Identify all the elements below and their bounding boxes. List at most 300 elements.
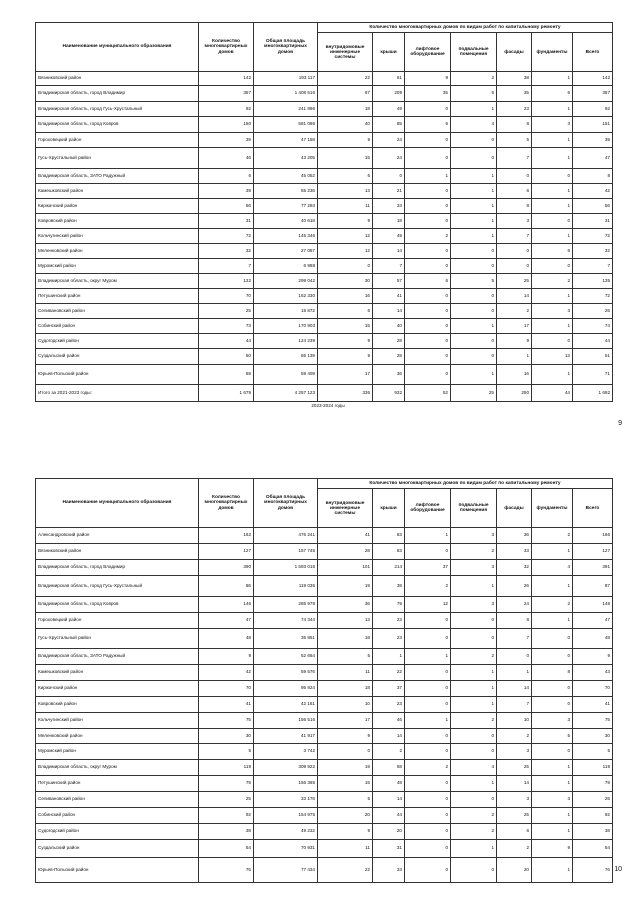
value-cell: 1 xyxy=(451,681,497,697)
value-cell: 119 xyxy=(199,760,254,776)
value-cell: 145 346 xyxy=(254,229,318,244)
value-cell: 40 xyxy=(373,319,405,334)
value-cell: 1 xyxy=(497,665,532,681)
municipality-cell: Гороховецкий район xyxy=(36,133,199,148)
value-cell: 48 xyxy=(199,629,254,649)
value-cell: 2 xyxy=(532,528,573,544)
value-cell: 0 xyxy=(318,259,373,274)
value-cell: 1 xyxy=(451,665,497,681)
municipality-cell: Владимирская область, город Гусь-Хрустальный xyxy=(36,576,199,597)
value-cell: 0 xyxy=(405,808,451,824)
value-cell: 74 344 xyxy=(254,613,318,629)
value-cell: 25 xyxy=(497,274,532,289)
value-cell: 3 742 xyxy=(254,744,318,760)
value-cell: 0 xyxy=(405,184,451,199)
value-cell: 51 xyxy=(573,349,613,365)
value-cell: 0 xyxy=(405,840,451,858)
value-cell: 75 xyxy=(573,713,613,729)
value-cell: 0 xyxy=(451,148,497,169)
value-cell: 0 xyxy=(451,792,497,808)
value-cell: 2 xyxy=(405,229,451,244)
table-row xyxy=(36,365,613,385)
municipality-cell: Ковровский район xyxy=(36,697,199,713)
value-cell: 14 xyxy=(497,681,532,697)
value-cell: 1 xyxy=(532,544,573,560)
value-cell: 6 xyxy=(199,169,254,184)
value-cell: 0 xyxy=(451,613,497,629)
municipality-cell: Селивановский район xyxy=(36,304,199,319)
municipality-cell: Юрьев-Польский район xyxy=(36,858,199,883)
value-cell: 54 xyxy=(573,840,613,858)
header-w4: подвальные помещения xyxy=(451,489,497,528)
value-cell: 18 xyxy=(373,214,405,229)
value-cell: 1 xyxy=(405,528,451,544)
value-cell: 148 xyxy=(573,597,613,613)
value-cell: 2 xyxy=(451,649,497,665)
value-cell: 83 xyxy=(373,544,405,560)
value-cell: 0 xyxy=(497,259,532,274)
value-cell: 35 xyxy=(497,86,532,102)
value-cell: 162 330 xyxy=(254,289,318,304)
value-cell: 1 xyxy=(451,840,497,858)
value-cell: 72 xyxy=(573,229,613,244)
value-cell: 22 xyxy=(318,72,373,86)
value-cell: 0 xyxy=(451,349,497,365)
value-cell: 476 241 xyxy=(254,528,318,544)
header-w1: внутридомовые инженерные системы xyxy=(318,33,373,72)
value-cell: 7 xyxy=(497,148,532,169)
value-cell: 0 xyxy=(532,629,573,649)
table-row xyxy=(36,744,613,760)
value-cell: 50 xyxy=(199,349,254,365)
table-row xyxy=(36,274,613,289)
value-cell: 39 xyxy=(199,133,254,148)
value-cell: 1 692 xyxy=(573,385,613,402)
value-cell: 14 xyxy=(373,792,405,808)
value-cell: 59 409 xyxy=(254,365,318,385)
value-cell: 3 xyxy=(497,792,532,808)
value-cell: 49 xyxy=(373,102,405,117)
value-cell: 25 xyxy=(573,792,613,808)
value-cell: 150 xyxy=(199,117,254,133)
value-cell: 0 xyxy=(405,349,451,365)
value-cell: 70 xyxy=(199,681,254,697)
value-cell: 4 xyxy=(532,560,573,576)
value-cell: 250 xyxy=(497,385,532,402)
header-name: Наименование муниципального образования xyxy=(36,23,199,72)
value-cell: 162 xyxy=(199,528,254,544)
value-cell: 5 xyxy=(451,86,497,102)
header-count: Количество многоквартирных домов xyxy=(199,23,254,72)
value-cell: 0 xyxy=(373,169,405,184)
header-group: Количество многоквартирных домов по видам работ по капитальному ремонту xyxy=(318,23,613,33)
value-cell: 309 922 xyxy=(254,760,318,776)
value-cell: 48 xyxy=(573,629,613,649)
works-table-2023-2024 xyxy=(35,478,613,883)
value-cell: 1 xyxy=(532,613,573,629)
value-cell: 2 xyxy=(451,544,497,560)
value-cell: 0 xyxy=(318,744,373,760)
table-row xyxy=(36,72,613,86)
value-cell: 193 117 xyxy=(254,72,318,86)
table-row xyxy=(36,102,613,117)
value-cell: 0 xyxy=(405,133,451,148)
value-cell: 7 xyxy=(573,259,613,274)
value-cell: 23 xyxy=(373,697,405,713)
value-cell: 0 xyxy=(405,244,451,259)
value-cell: 391 xyxy=(573,560,613,576)
value-cell: 1 xyxy=(451,697,497,713)
value-cell: 581 086 xyxy=(254,117,318,133)
value-cell: 44 xyxy=(199,334,254,349)
value-cell: 87 xyxy=(573,576,613,597)
value-cell: 76 xyxy=(199,858,254,883)
value-cell: 0 xyxy=(451,289,497,304)
period-note: 2023-2024 годы xyxy=(311,403,345,408)
value-cell: 6 xyxy=(318,304,373,319)
table-row xyxy=(36,86,613,102)
value-cell: 5 xyxy=(318,649,373,665)
value-cell: 0 xyxy=(451,133,497,148)
value-cell: 124 239 xyxy=(254,334,318,349)
value-cell: 37 xyxy=(373,681,405,697)
table-row xyxy=(36,560,613,576)
value-cell: 1 679 xyxy=(199,385,254,402)
value-cell: 214 xyxy=(373,560,405,576)
value-cell: 0 xyxy=(532,744,573,760)
total-row xyxy=(36,385,613,402)
value-cell: 41 xyxy=(373,289,405,304)
value-cell: 47 158 xyxy=(254,133,318,148)
value-cell: 23 xyxy=(373,629,405,649)
value-cell: 0 xyxy=(451,629,497,649)
value-cell: 932 xyxy=(373,385,405,402)
value-cell: 35 851 xyxy=(254,629,318,649)
municipality-cell: Владимирская область, город Ковров xyxy=(36,597,199,613)
value-cell: 92 xyxy=(573,808,613,824)
value-cell: 28 xyxy=(373,334,405,349)
value-cell: 25 xyxy=(573,304,613,319)
value-cell: 36 xyxy=(318,597,373,613)
value-cell: 19 xyxy=(318,760,373,776)
value-cell: 13 xyxy=(318,184,373,199)
value-cell: 209 xyxy=(373,86,405,102)
value-cell: 32 xyxy=(497,560,532,576)
table-row xyxy=(36,544,613,560)
value-cell: 6 xyxy=(532,244,573,259)
value-cell: 25 xyxy=(451,385,497,402)
value-cell: 27 087 xyxy=(254,244,318,259)
header-name: Наименование муниципального образования xyxy=(36,479,199,528)
table-row xyxy=(36,713,613,729)
header-count: Количество многоквартирных домов xyxy=(199,479,254,528)
value-cell: 1 593 016 xyxy=(254,560,318,576)
value-cell: 1 xyxy=(532,199,573,214)
value-cell: 20 xyxy=(373,824,405,840)
municipality-cell: Гусь-Хрустальный район xyxy=(36,629,199,649)
value-cell: 1 xyxy=(532,576,573,597)
value-cell: 69 xyxy=(199,365,254,385)
value-cell: 49 xyxy=(373,229,405,244)
value-cell: 0 xyxy=(405,334,451,349)
value-cell: 6 xyxy=(318,169,373,184)
municipality-cell: Владимирская область, округ Муром xyxy=(36,274,199,289)
value-cell: 7 xyxy=(497,697,532,713)
value-cell: 1 xyxy=(451,776,497,792)
value-cell: 67 xyxy=(318,86,373,102)
municipality-cell: Владимирская область, город Ковров xyxy=(36,117,199,133)
table-row xyxy=(36,729,613,744)
value-cell: 2 xyxy=(532,597,573,613)
header-w2: крыши xyxy=(373,33,405,72)
header-w6: фундаменты xyxy=(532,33,573,72)
value-cell: 6 xyxy=(497,184,532,199)
municipality-cell: Муромский район xyxy=(36,259,199,274)
value-cell: 79 xyxy=(373,597,405,613)
value-cell: 68 xyxy=(373,760,405,776)
table-row xyxy=(36,199,613,214)
value-cell: 49 232 xyxy=(254,824,318,840)
value-cell: 1 xyxy=(451,229,497,244)
value-cell: 8 xyxy=(573,169,613,184)
value-cell: 57 xyxy=(373,274,405,289)
value-cell: 0 xyxy=(405,365,451,385)
value-cell: 20 xyxy=(318,808,373,824)
value-cell: 40 618 xyxy=(254,214,318,229)
municipality-cell: Киржачский район xyxy=(36,199,199,214)
value-cell: 0 xyxy=(532,214,573,229)
value-cell: 1 xyxy=(405,169,451,184)
works-table-2021-2023 xyxy=(35,22,613,402)
value-cell: 17 xyxy=(318,365,373,385)
header-w7: Всего xyxy=(573,33,613,72)
value-cell: 86 xyxy=(199,576,254,597)
value-cell: 0 xyxy=(532,169,573,184)
value-cell: 55 236 xyxy=(254,184,318,199)
value-cell: 32 xyxy=(199,244,254,259)
value-cell: 7 xyxy=(373,259,405,274)
value-cell: 0 xyxy=(405,681,451,697)
value-cell: 1 xyxy=(451,199,497,214)
municipality-cell: Владимирская область, город Владимир xyxy=(36,86,199,102)
value-cell: 154 975 xyxy=(254,808,318,824)
value-cell: 0 xyxy=(405,729,451,744)
value-cell: 47 xyxy=(573,148,613,169)
header-group: Количество многоквартирных домов по видам работ по капитальному ремонту xyxy=(318,479,613,489)
value-cell: 4 xyxy=(451,760,497,776)
value-cell: 0 xyxy=(532,259,573,274)
table-row xyxy=(36,697,613,713)
value-cell: 44 xyxy=(373,808,405,824)
value-cell: 2 xyxy=(405,760,451,776)
table-row xyxy=(36,304,613,319)
value-cell: 1 xyxy=(373,649,405,665)
page-number: 10 xyxy=(614,866,622,873)
value-cell: 0 xyxy=(405,319,451,334)
value-cell: 1 xyxy=(532,858,573,883)
value-cell: 285 978 xyxy=(254,597,318,613)
value-cell: 0 xyxy=(532,697,573,713)
value-cell: 5 xyxy=(497,133,532,148)
value-cell: 25 xyxy=(497,808,532,824)
page-number: 9 xyxy=(618,420,622,427)
municipality-cell: Камешковский район xyxy=(36,665,199,681)
value-cell: 357 xyxy=(573,86,613,102)
header-w4: подвальные помещения xyxy=(451,33,497,72)
value-cell: 0 xyxy=(405,776,451,792)
value-cell: 1 xyxy=(532,102,573,117)
value-cell: 9 xyxy=(318,349,373,365)
value-cell: 0 xyxy=(405,102,451,117)
value-cell: 0 xyxy=(532,681,573,697)
value-cell: 3 xyxy=(532,117,573,133)
header-w5: фасады xyxy=(497,33,532,72)
value-cell: 1 xyxy=(451,319,497,334)
value-cell: 2 xyxy=(451,824,497,840)
value-cell: 170 903 xyxy=(254,319,318,334)
table-row xyxy=(36,858,613,883)
value-cell: 72 xyxy=(199,229,254,244)
value-cell: 18 xyxy=(318,629,373,649)
value-cell: 18 xyxy=(318,681,373,697)
header-w3: лифтовое оборудование xyxy=(405,33,451,72)
value-cell: 36 xyxy=(373,365,405,385)
table-row xyxy=(36,244,613,259)
value-cell: 28 xyxy=(373,349,405,365)
header-area: Общая площадь многоквартирных домов xyxy=(254,479,318,528)
value-cell: 7 xyxy=(497,629,532,649)
value-cell: 56 xyxy=(199,199,254,214)
value-cell: 95 924 xyxy=(254,681,318,697)
header-area: Общая площадь многоквартирных домов xyxy=(254,23,318,72)
value-cell: 18 xyxy=(318,102,373,117)
table-row xyxy=(36,214,613,229)
municipality-cell: Судогодский район xyxy=(36,824,199,840)
value-cell: 1 xyxy=(532,824,573,840)
value-cell: 119 036 xyxy=(254,576,318,597)
value-cell: 8 xyxy=(497,613,532,629)
value-cell: 156 365 xyxy=(254,776,318,792)
value-cell: 31 xyxy=(199,214,254,229)
value-cell: 10 xyxy=(497,713,532,729)
municipality-cell: Владимирская область, город Гусь-Хрустальный xyxy=(36,102,199,117)
value-cell: 9 xyxy=(573,649,613,665)
municipality-cell: Собинский район xyxy=(36,808,199,824)
value-cell: 1 xyxy=(532,319,573,334)
value-cell: 0 xyxy=(532,649,573,665)
value-cell: 1 xyxy=(532,72,573,86)
value-cell: 47 xyxy=(199,613,254,629)
value-cell: 12 xyxy=(318,229,373,244)
value-cell: 0 xyxy=(405,304,451,319)
value-cell: 0 xyxy=(532,334,573,349)
value-cell: 9 xyxy=(497,334,532,349)
value-cell: 13 xyxy=(318,613,373,629)
value-cell: 19 xyxy=(318,576,373,597)
value-cell: 1 xyxy=(532,133,573,148)
municipality-cell: Юрьев-Польский район xyxy=(36,365,199,385)
municipality-cell: Вязниковский район xyxy=(36,544,199,560)
table-row xyxy=(36,229,613,244)
value-cell: 11 xyxy=(318,840,373,858)
value-cell: 38 xyxy=(199,824,254,840)
value-cell: 0 xyxy=(405,148,451,169)
municipality-cell: Кольчугинский район xyxy=(36,229,199,244)
value-cell: 9 xyxy=(199,649,254,665)
header-w2: крыши xyxy=(373,489,405,528)
value-cell: 0 xyxy=(405,665,451,681)
value-cell: 11 xyxy=(318,665,373,681)
value-cell: 0 xyxy=(405,744,451,760)
municipality-cell: Кольчугинский район xyxy=(36,713,199,729)
value-cell: 1 xyxy=(405,649,451,665)
value-cell: 2 xyxy=(451,713,497,729)
value-cell: 3 xyxy=(532,792,573,808)
value-cell: 70 xyxy=(199,289,254,304)
table-row xyxy=(36,776,613,792)
value-cell: 48 xyxy=(373,776,405,792)
header-w3: лифтовое оборудование xyxy=(405,489,451,528)
value-cell: 6 xyxy=(532,86,573,102)
value-cell: 54 xyxy=(199,840,254,858)
table-row xyxy=(36,289,613,304)
value-cell: 41 xyxy=(199,697,254,713)
value-cell: 1 xyxy=(532,776,573,792)
value-cell: 0 xyxy=(405,199,451,214)
value-cell: 42 161 xyxy=(254,697,318,713)
table-row xyxy=(36,349,613,365)
value-cell: 23 xyxy=(497,102,532,117)
value-cell: 9 xyxy=(318,133,373,148)
municipality-cell: Киржачский район xyxy=(36,681,199,697)
value-cell: 59 576 xyxy=(254,665,318,681)
value-cell: 151 xyxy=(573,117,613,133)
value-cell: 72 xyxy=(573,289,613,304)
value-cell: 31 xyxy=(373,840,405,858)
table-row xyxy=(36,792,613,808)
table-row xyxy=(36,117,613,133)
value-cell: 3 xyxy=(497,214,532,229)
value-cell: 146 xyxy=(199,597,254,613)
value-cell: 65 139 xyxy=(254,349,318,365)
value-cell: 15 872 xyxy=(254,304,318,319)
value-cell: 52 664 xyxy=(254,649,318,665)
value-cell: 40 xyxy=(318,117,373,133)
value-cell: 12 xyxy=(318,244,373,259)
value-cell: 56 xyxy=(573,199,613,214)
value-cell: 2 xyxy=(497,729,532,744)
value-cell: 33 xyxy=(373,199,405,214)
table-row xyxy=(36,760,613,776)
table-row xyxy=(36,259,613,274)
value-cell: 38 xyxy=(573,824,613,840)
value-cell: 0 xyxy=(405,858,451,883)
value-cell: 22 xyxy=(318,858,373,883)
value-cell: 7 xyxy=(199,259,254,274)
value-cell: 17 xyxy=(497,319,532,334)
table-row xyxy=(36,597,613,613)
municipality-cell: Меленковский район xyxy=(36,244,199,259)
value-cell: 0 xyxy=(451,334,497,349)
value-cell: 25 xyxy=(199,304,254,319)
table-row xyxy=(36,629,613,649)
value-cell: 1 xyxy=(532,229,573,244)
municipality-cell: Суздальский район xyxy=(36,840,199,858)
value-cell: 1 xyxy=(451,169,497,184)
table-row xyxy=(36,576,613,597)
value-cell: 0 xyxy=(451,858,497,883)
municipality-cell: Суздальский район xyxy=(36,349,199,365)
